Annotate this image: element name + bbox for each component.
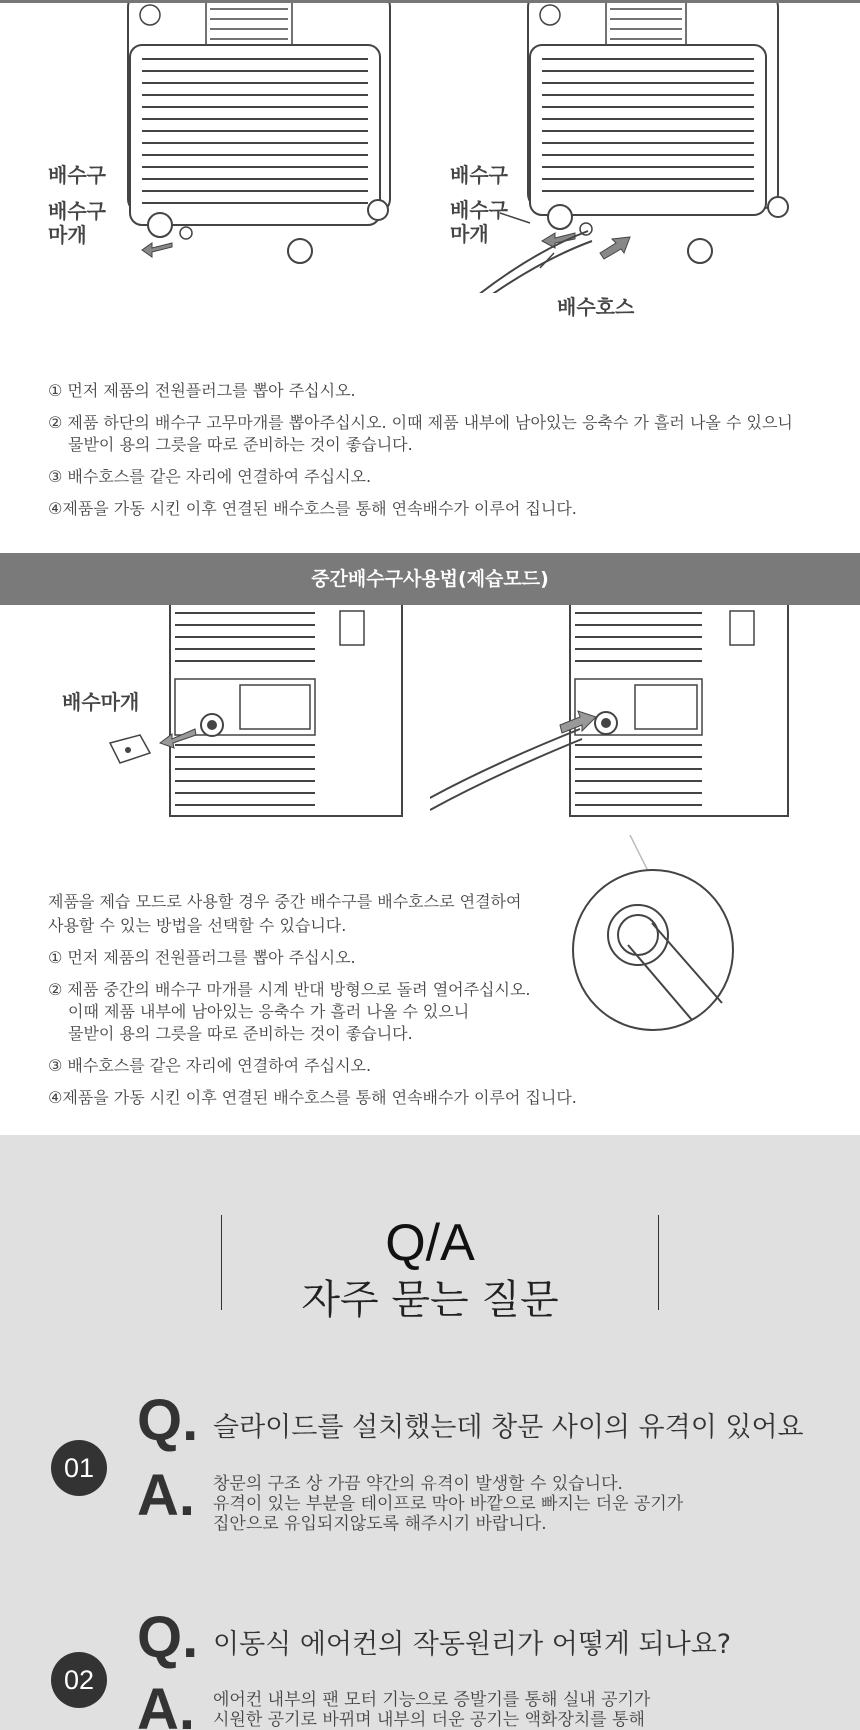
step-2: ② 제품 하단의 배수구 고무마개를 뽑아주십시오. 이때 제품 내부에 남아있는 응축수 가 흘러 나올 수 있으니 xyxy=(48,413,793,432)
step-3: ③ 배수호스를 같은 자리에 연결하여 주십시오. xyxy=(48,467,372,486)
label-drain-cap-line1: 배수구 xyxy=(48,199,106,223)
step-2: ② 제품 중간의 배수구 마개를 시계 반대 방형으로 돌려 열어주십시오. xyxy=(48,980,531,999)
drain-illustration-left xyxy=(110,3,410,273)
middle-drain-steps xyxy=(48,892,577,1120)
step-2-cont: 물받이 용의 그릇을 따로 준비하는 것이 좋습니다. xyxy=(68,435,413,454)
step-4: ④제품을 가동 시킨 이후 연결된 배수호스를 통해 연속배수가 이루어 집니다. xyxy=(48,499,577,518)
faq-answer: 창문의 구조 상 가끔 약간의 유격이 발생할 수 있습니다. 유격이 있는 부분을 테이프로 막아 바깥으로 빠지는 더운 공기가 집안으로 유입되지않도록 해주시기 바랍니다. xyxy=(213,1474,684,1534)
step-2-cont-1: 이때 제품 내부에 남아있는 응축수 가 흘러 나올 수 있으니 xyxy=(68,1002,470,1021)
label-drain-hose: 배수호스 xyxy=(557,295,635,319)
section-title-bar: 중간배수구사용법(제습모드) xyxy=(0,553,860,605)
middle-drain-illustration-left xyxy=(100,605,420,820)
label-drain: 배수구 xyxy=(48,163,106,187)
step-1: ① 먼저 제품의 전원플러그를 뽑아 주십시오. xyxy=(48,381,356,400)
bottom-drain-steps xyxy=(48,381,793,531)
label-drain-cap-middle: 배수마개 xyxy=(62,690,140,714)
drain-illustration-right xyxy=(470,3,800,293)
answer-letter: A. xyxy=(137,1677,195,1730)
faq-title-sub: 자주 묻는 질문 xyxy=(301,1277,559,1323)
question-letter: Q. xyxy=(137,1388,199,1453)
faq-number-badge: 01 xyxy=(51,1440,107,1496)
label-drain-cap-right-line2: 마개 xyxy=(450,222,489,246)
step-3: ③ 배수호스를 같은 자리에 연결하여 주십시오. xyxy=(48,1056,372,1075)
faq-title-main: Q/A xyxy=(385,1214,475,1272)
intro-line-1: 제품을 제습 모드로 사용할 경우 중간 배수구를 배수호스로 연결하여 xyxy=(48,892,522,911)
label-drain-cap xyxy=(48,199,106,247)
step-4: ④제품을 가동 시킨 이후 연결된 배수호스를 통해 연속배수가 이루어 집니다. xyxy=(48,1088,577,1107)
faq-title xyxy=(0,1215,860,1323)
answer-letter: A. xyxy=(137,1463,195,1528)
label-drain-cap-line2: 마개 xyxy=(48,223,87,247)
label-drain-right: 배수구 xyxy=(450,163,508,187)
label-drain-cap-right-line1: 배수구 xyxy=(450,198,508,222)
label-drain-cap-right xyxy=(450,198,508,246)
bottom-drain-section xyxy=(0,3,860,553)
faq-question: 이동식 에어컨의 작동원리가 어떻게 되나요? xyxy=(213,1629,732,1660)
faq-question: 슬라이드를 설치했는데 창문 사이의 유격이 있어요 xyxy=(213,1412,804,1443)
step-1: ① 먼저 제품의 전원플러그를 뽑아 주십시오. xyxy=(48,948,356,967)
step-2-cont-2: 물받이 용의 그릇을 따로 준비하는 것이 좋습니다. xyxy=(68,1024,413,1043)
intro-line-2: 사용할 수 있는 방법을 선택할 수 있습니다. xyxy=(48,916,347,935)
faq-number-badge: 02 xyxy=(51,1652,107,1708)
question-letter: Q. xyxy=(137,1605,199,1670)
faq-answer: 에어컨 내부의 팬 모터 기능으로 증발기를 통해 실내 공기가 시원한 공기로 바뀌며 내부의 더운 공기는 액화장치를 통해 xyxy=(213,1690,651,1730)
